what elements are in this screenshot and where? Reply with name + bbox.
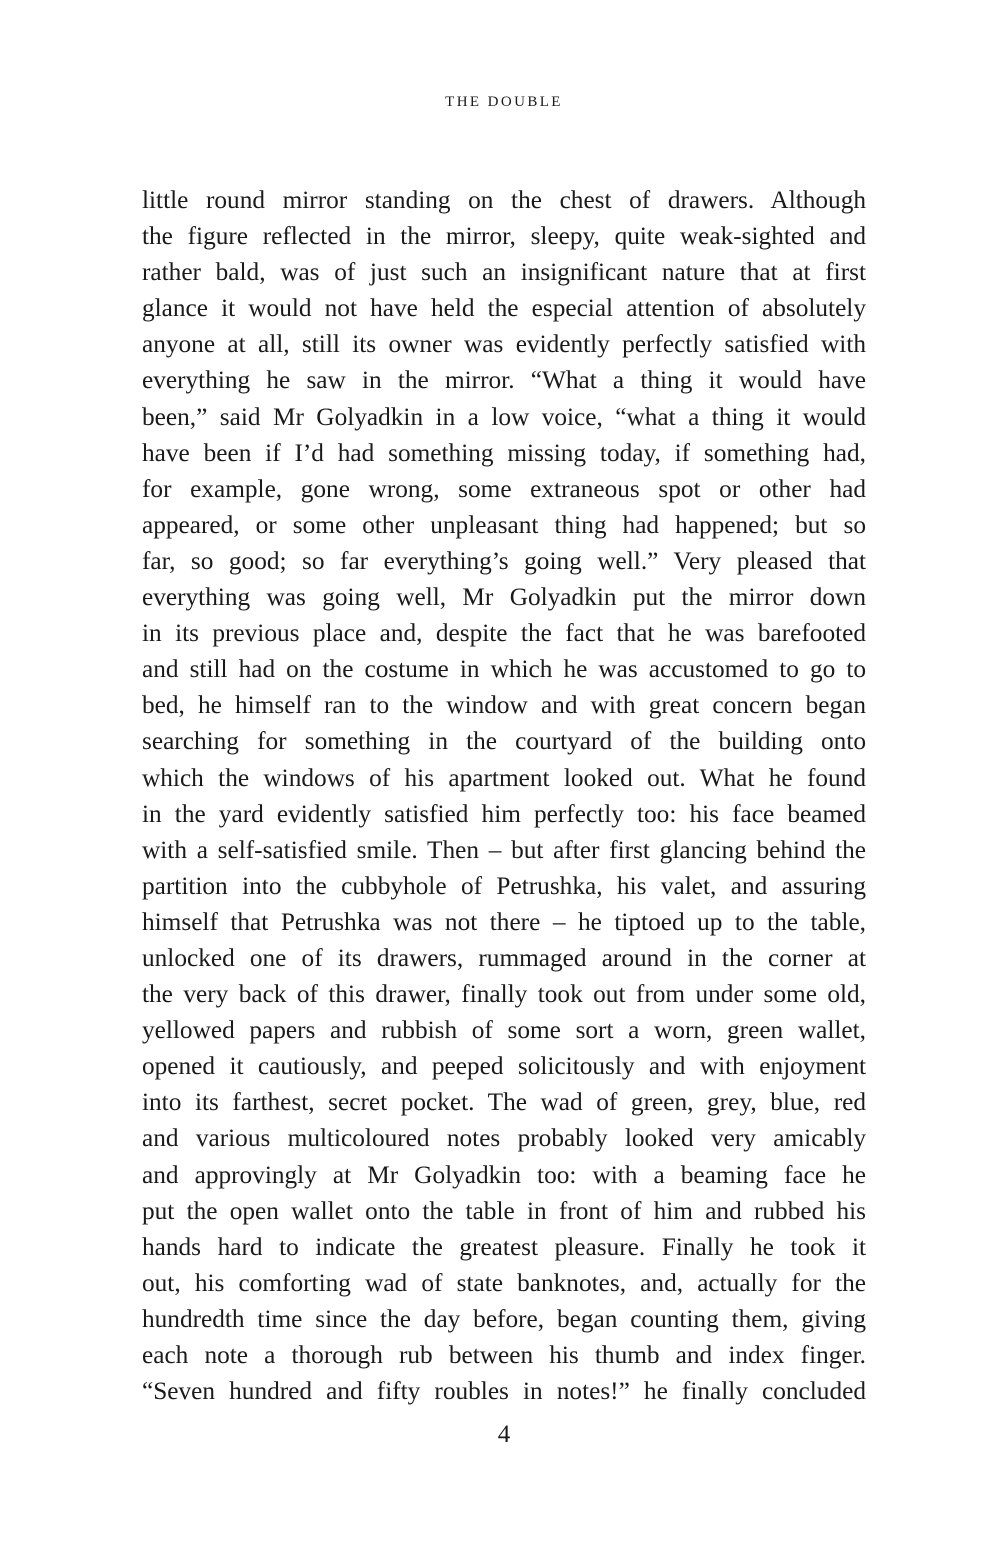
text-line: which the windows of his apartment looked out. What he found (142, 763, 866, 792)
text-line: “Seven hundred and fifty roubles in notes!” he finally concluded (142, 1377, 866, 1406)
text-line: and still had on the costume in which he was accustomed to go to (142, 655, 866, 684)
text-line: bed, he himself ran to the window and with great concern began (142, 691, 866, 720)
text-line: hands hard to indicate the greatest pleasure. Finally he took it (142, 1232, 866, 1261)
text-line: the very back of this drawer, finally took out from under some old, (142, 980, 866, 1009)
text-line: anyone at all, still its owner was evidently perfectly satisfied with (142, 330, 866, 359)
body-text (142, 182, 866, 1409)
text-line: hundredth time since the day before, began counting them, giving (142, 1304, 866, 1333)
text-line: searching for something in the courtyard of the building onto (142, 727, 866, 756)
text-line: everything was going well, Mr Golyadkin put the mirror down (142, 583, 866, 612)
text-line: the figure reflected in the mirror, sleepy, quite weak-sighted and (142, 222, 866, 251)
text-line: out, his comforting wad of state banknotes, and, actually for the (142, 1268, 866, 1297)
text-line: himself that Petrushka was not there – he tiptoed up to the table, (142, 907, 866, 936)
text-line: and approvingly at Mr Golyadkin too: with a beaming face he (142, 1160, 866, 1189)
page-number: 4 (497, 1421, 511, 1448)
text-line: yellowed papers and rubbish of some sort a worn, green wallet, (142, 1016, 866, 1045)
text-line: far, so good; so far everything’s going well.” Very pleased that (142, 546, 866, 575)
text-line: into its farthest, secret pocket. The wad of green, grey, blue, red (142, 1088, 866, 1117)
text-line: each note a thorough rub between his thumb and index finger. (142, 1341, 866, 1369)
text-line: glance it would not have held the especial attention of absolutely (142, 294, 866, 323)
text-line: little round mirror standing on the chest of drawers. Although (142, 186, 866, 214)
text-line: unlocked one of its drawers, rummaged around in the corner at (142, 943, 866, 972)
text-line: opened it cautiously, and peeped solicitously and with enjoyment (142, 1052, 866, 1081)
text-line: in the yard evidently satisfied him perfectly too: his face beamed (142, 799, 866, 828)
text-line: and various multicoloured notes probably looked very amicably (142, 1124, 866, 1153)
running-head: THE DOUBLE (445, 94, 563, 110)
text-line: in its previous place and, despite the fact that he was barefooted (142, 619, 866, 648)
text-line: put the open wallet onto the table in front of him and rubbed his (142, 1196, 866, 1225)
text-line: for example, gone wrong, some extraneous spot or other had (142, 474, 866, 503)
text-line: appeared, or some other unpleasant thing had happened; but so (142, 510, 866, 539)
text-line: everything he saw in the mirror. “What a thing it would have (142, 366, 866, 395)
text-line: with a self-satisfied smile. Then – but after first glancing behind the (142, 835, 866, 864)
text-line: partition into the cubbyhole of Petrushka, his valet, and assuring (142, 871, 866, 900)
text-line: been,” said Mr Golyadkin in a low voice, “what a thing it would (142, 402, 866, 431)
text-line: have been if I’d had something missing today, if something had, (142, 438, 866, 467)
text-line: rather bald, was of just such an insignificant nature that at first (142, 258, 866, 287)
